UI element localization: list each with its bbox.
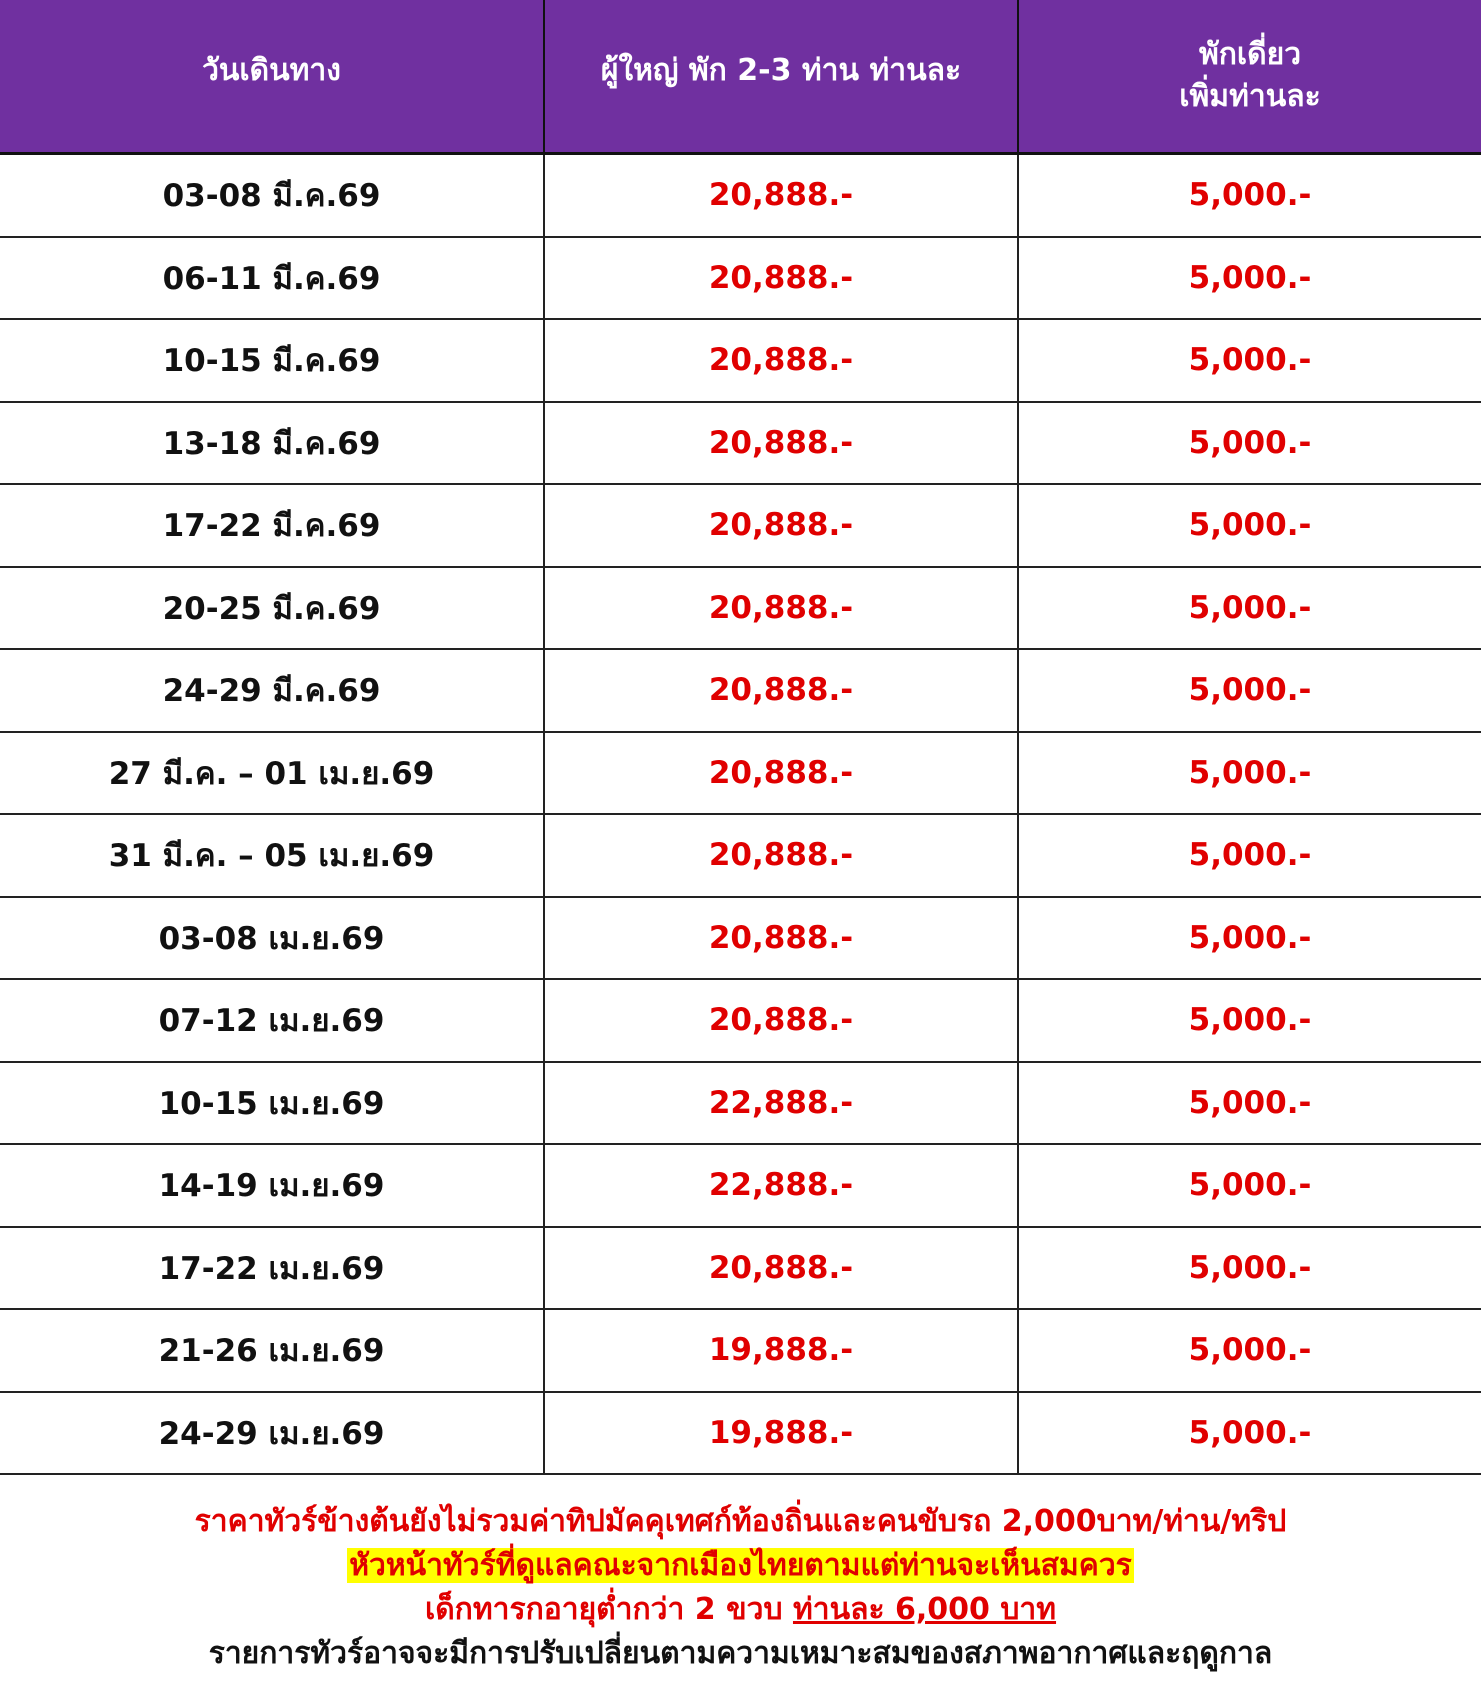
adult-price-cell: 22,888.- bbox=[545, 1063, 1019, 1144]
single-supplement-cell: 5,000.- bbox=[1188, 177, 1312, 214]
header-single-supplement bbox=[1019, 0, 1481, 152]
table-row bbox=[0, 980, 1481, 1063]
single-supplement-cell: 5,000.- bbox=[1188, 754, 1312, 791]
date-cell: 17-22 มี.ค.69 bbox=[0, 485, 545, 566]
table-row bbox=[0, 238, 1481, 321]
note-leader-wrap bbox=[0, 1544, 1481, 1588]
table-row bbox=[0, 568, 1481, 651]
table-row bbox=[0, 1310, 1481, 1393]
note-itinerary: รายการทัวร์อาจจะมีการปรับเปลี่ยนตามความเหมาะสมของสภาพอากาศและฤดูกาล bbox=[208, 1636, 1273, 1671]
adult-price-cell: 20,888.- bbox=[545, 980, 1019, 1061]
table-row bbox=[0, 898, 1481, 981]
date-cell: 20-25 มี.ค.69 bbox=[0, 568, 545, 649]
header-adult-price: ผู้ใหญ่ พัก 2-3 ท่าน ท่านละ bbox=[545, 0, 1019, 152]
notes bbox=[0, 1500, 1481, 1676]
date-cell: 13-18 มี.ค.69 bbox=[0, 403, 545, 484]
table-row bbox=[0, 1145, 1481, 1228]
date-cell: 10-15 มี.ค.69 bbox=[0, 320, 545, 401]
single-supplement-cell: 5,000.- bbox=[1188, 837, 1312, 874]
table-row bbox=[0, 403, 1481, 486]
header-single-line1: พักเดี่ยว bbox=[1198, 37, 1302, 72]
adult-price-cell: 20,888.- bbox=[545, 815, 1019, 896]
adult-price-cell: 20,888.- bbox=[545, 238, 1019, 319]
single-supplement-cell: 5,000.- bbox=[1188, 1167, 1312, 1204]
date-cell: 17-22 เม.ย.69 bbox=[0, 1228, 545, 1309]
adult-price-cell: 19,888.- bbox=[545, 1393, 1019, 1474]
single-supplement-cell: 5,000.- bbox=[1188, 1414, 1312, 1451]
single-supplement-cell: 5,000.- bbox=[1188, 1002, 1312, 1039]
table-row bbox=[0, 320, 1481, 403]
table-row bbox=[0, 1063, 1481, 1146]
single-supplement-cell: 5,000.- bbox=[1188, 424, 1312, 461]
single-supplement-cell: 5,000.- bbox=[1188, 1249, 1312, 1286]
adult-price-cell: 20,888.- bbox=[545, 733, 1019, 814]
table-row bbox=[0, 485, 1481, 568]
single-supplement-cell: 5,000.- bbox=[1188, 342, 1312, 379]
single-supplement-cell: 5,000.- bbox=[1188, 507, 1312, 544]
adult-price-cell: 20,888.- bbox=[545, 898, 1019, 979]
table-row bbox=[0, 1393, 1481, 1476]
single-supplement-cell: 5,000.- bbox=[1188, 589, 1312, 626]
note-infant-prefix: เด็กทารกอายุต่ำกว่า 2 ขวบ bbox=[424, 1592, 793, 1627]
date-cell: 24-29 เม.ย.69 bbox=[0, 1393, 545, 1474]
date-cell: 10-15 เม.ย.69 bbox=[0, 1063, 545, 1144]
adult-price-cell: 19,888.- bbox=[545, 1310, 1019, 1391]
adult-price-cell: 20,888.- bbox=[545, 650, 1019, 731]
single-supplement-cell: 5,000.- bbox=[1188, 1084, 1312, 1121]
date-cell: 31 มี.ค. – 05 เม.ย.69 bbox=[0, 815, 545, 896]
date-cell: 21-26 เม.ย.69 bbox=[0, 1310, 545, 1391]
date-cell: 24-29 มี.ค.69 bbox=[0, 650, 545, 731]
date-cell: 03-08 เม.ย.69 bbox=[0, 898, 545, 979]
date-cell: 14-19 เม.ย.69 bbox=[0, 1145, 545, 1226]
adult-price-cell: 20,888.- bbox=[545, 155, 1019, 236]
adult-price-cell: 20,888.- bbox=[545, 568, 1019, 649]
note-infant-price: ท่านละ 6,000 บาท bbox=[792, 1592, 1057, 1627]
table-row bbox=[0, 1228, 1481, 1311]
table-row bbox=[0, 733, 1481, 816]
single-supplement-cell: 5,000.- bbox=[1188, 259, 1312, 296]
table-row bbox=[0, 155, 1481, 238]
table-row bbox=[0, 650, 1481, 733]
note-leader: หัวหน้าทัวร์ที่ดูแลคณะจากเมืองไทยตามแต่ท่านจะเห็นสมควร bbox=[349, 1548, 1132, 1583]
adult-price-cell: 20,888.- bbox=[545, 320, 1019, 401]
single-supplement-cell: 5,000.- bbox=[1188, 919, 1312, 956]
table-header bbox=[0, 0, 1481, 155]
single-supplement-cell: 5,000.- bbox=[1188, 672, 1312, 709]
note-tip: ราคาทัวร์ข้างต้นยังไม่รวมค่าทิปมัคคุเทศก์ท้องถิ่นและคนขับรถ 2,000บาท/ท่าน/ทริป bbox=[194, 1504, 1287, 1539]
date-cell: 03-08 มี.ค.69 bbox=[0, 155, 545, 236]
date-cell: 27 มี.ค. – 01 เม.ย.69 bbox=[0, 733, 545, 814]
table-row bbox=[0, 815, 1481, 898]
date-cell: 06-11 มี.ค.69 bbox=[0, 238, 545, 319]
date-cell: 07-12 เม.ย.69 bbox=[0, 980, 545, 1061]
table-body bbox=[0, 155, 1481, 1475]
header-date: วันเดินทาง bbox=[0, 0, 545, 152]
adult-price-cell: 20,888.- bbox=[545, 485, 1019, 566]
note-infant bbox=[0, 1588, 1481, 1632]
adult-price-cell: 20,888.- bbox=[545, 1228, 1019, 1309]
single-supplement-cell: 5,000.- bbox=[1188, 1332, 1312, 1369]
adult-price-cell: 22,888.- bbox=[545, 1145, 1019, 1226]
adult-price-cell: 20,888.- bbox=[545, 403, 1019, 484]
header-single-line2: เพิ่มท่านละ bbox=[1179, 79, 1321, 114]
